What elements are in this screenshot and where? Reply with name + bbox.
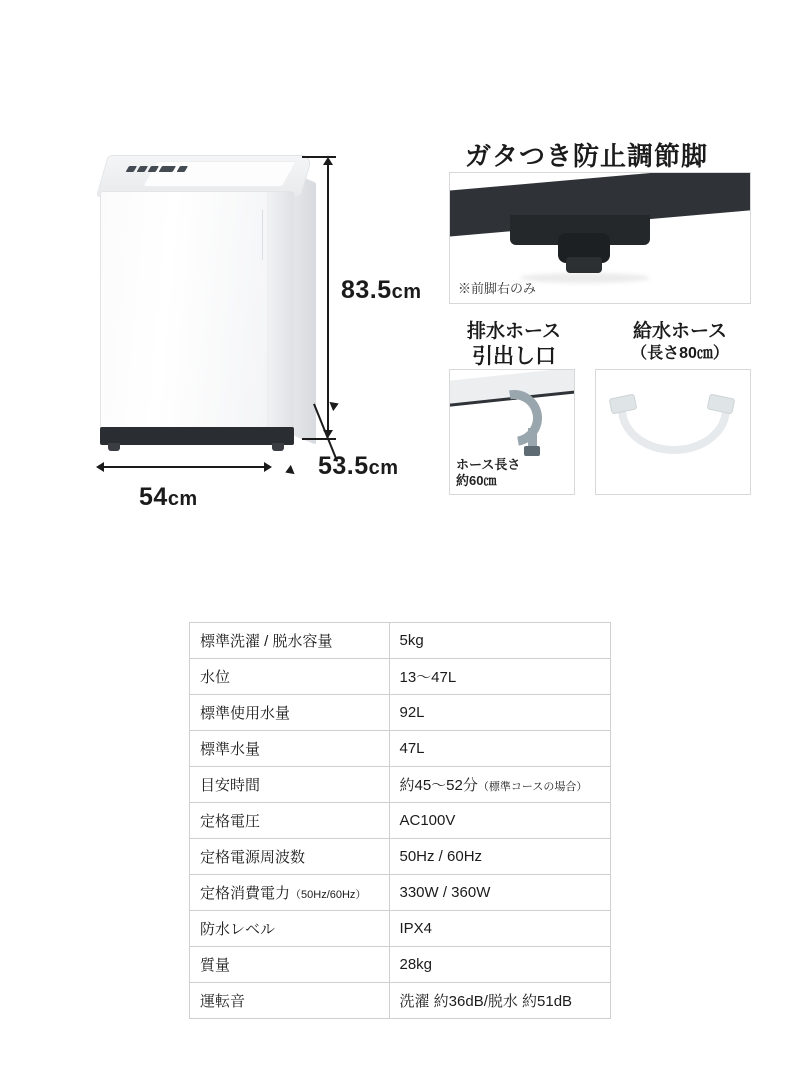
leg-shadow: [520, 273, 650, 283]
spec-value-cell: 50Hz / 60Hz: [389, 839, 611, 875]
width-label: 54cm: [139, 483, 198, 511]
table-row: [190, 983, 611, 1019]
spec-key-cell: 運転音: [190, 983, 390, 1019]
spec-value-cell: 洗濯 約36dB/脱水 約51dB: [389, 983, 611, 1019]
table-row: [190, 947, 611, 983]
washing-machine-illustration: [92, 155, 327, 450]
depth-arrow-upper-icon: [329, 399, 340, 411]
depth-label: 53.5cm: [318, 452, 399, 480]
height-tick-bottom: [302, 438, 336, 440]
spec-key-note: （50Hz/60Hz）: [290, 889, 367, 901]
adjustable-leg-title: ガタつき防止調節脚: [465, 141, 709, 171]
spec-key-cell: 防水レベル: [190, 911, 390, 947]
drain-hose-title-line1: 排水ホース: [466, 321, 562, 342]
machine-foot-right: [272, 443, 284, 451]
width-dimension-line: [104, 466, 270, 468]
height-arrow-up-icon: [323, 157, 333, 165]
spec-value-cell: 5kg: [389, 623, 611, 659]
spec-key-cell: 標準水量: [190, 731, 390, 767]
machine-control-panel: [123, 164, 196, 176]
drain-hose-title-block: [449, 320, 579, 370]
adjustable-leg-note: ※前脚右のみ: [458, 281, 537, 296]
spec-value-cell: AC100V: [389, 803, 611, 839]
spec-value-cell: 330W / 360W: [389, 875, 611, 911]
spec-key-cell: 定格消費電力（50Hz/60Hz）: [190, 875, 390, 911]
height-dimension-line: [327, 164, 329, 430]
spec-key-cell: 標準使用水量: [190, 695, 390, 731]
drain-hose-tip-shape: [524, 446, 540, 456]
spec-value-cell: 47L: [389, 731, 611, 767]
spec-value-cell: 28kg: [389, 947, 611, 983]
spec-value-cell: IPX4: [389, 911, 611, 947]
spec-value-cell: 92L: [389, 695, 611, 731]
spec-key-cell: 定格電圧: [190, 803, 390, 839]
table-row: [190, 659, 611, 695]
machine-base: [100, 427, 294, 445]
adjustable-leg-knob: [558, 233, 610, 263]
table-row: [190, 911, 611, 947]
drain-hose-note: [456, 457, 520, 490]
spec-key-cell: 目安時間: [190, 767, 390, 803]
spec-key-cell: 定格電源周波数: [190, 839, 390, 875]
table-row: [190, 695, 611, 731]
machine-seam-line: [262, 210, 263, 260]
supply-hose-title-block: [600, 320, 760, 365]
depth-arrow-lower-icon: [283, 465, 294, 477]
drain-hose-note-line2: 約60㎝: [456, 472, 497, 488]
spec-key-cell: 質量: [190, 947, 390, 983]
drain-hose-photo-card: [449, 369, 575, 495]
height-label: 83.5cm: [341, 276, 422, 304]
width-arrow-right-icon: [264, 462, 272, 472]
supply-hose-title-line2: （長さ80㎝）: [631, 344, 729, 362]
table-row: [190, 767, 611, 803]
supply-hose-photo-card: [595, 369, 751, 495]
spec-value-note: （標準コースの場合）: [477, 781, 588, 793]
machine-foot-left: [108, 443, 120, 451]
table-row: [190, 803, 611, 839]
drain-hose-title-line2: 引出し口: [472, 344, 556, 368]
table-row: [190, 839, 611, 875]
specification-table: [189, 622, 611, 1019]
spec-value-cell: 13〜47L: [389, 659, 611, 695]
width-arrow-left-icon: [96, 462, 104, 472]
specification-table-body: [190, 623, 611, 1019]
table-row: [190, 875, 611, 911]
supply-hose-title-line1: 給水ホース: [632, 321, 728, 342]
spec-key-cell: 標準洗濯 / 脱水容量: [190, 623, 390, 659]
spec-key-cell: 水位: [190, 659, 390, 695]
table-row: [190, 623, 611, 659]
adjustable-leg-photo-card: [449, 172, 751, 304]
machine-body: [100, 191, 294, 431]
drain-hose-note-line1: ホース長さ: [456, 456, 521, 472]
table-row: [190, 731, 611, 767]
spec-value-cell: 約45〜52分（標準コースの場合）: [389, 767, 611, 803]
